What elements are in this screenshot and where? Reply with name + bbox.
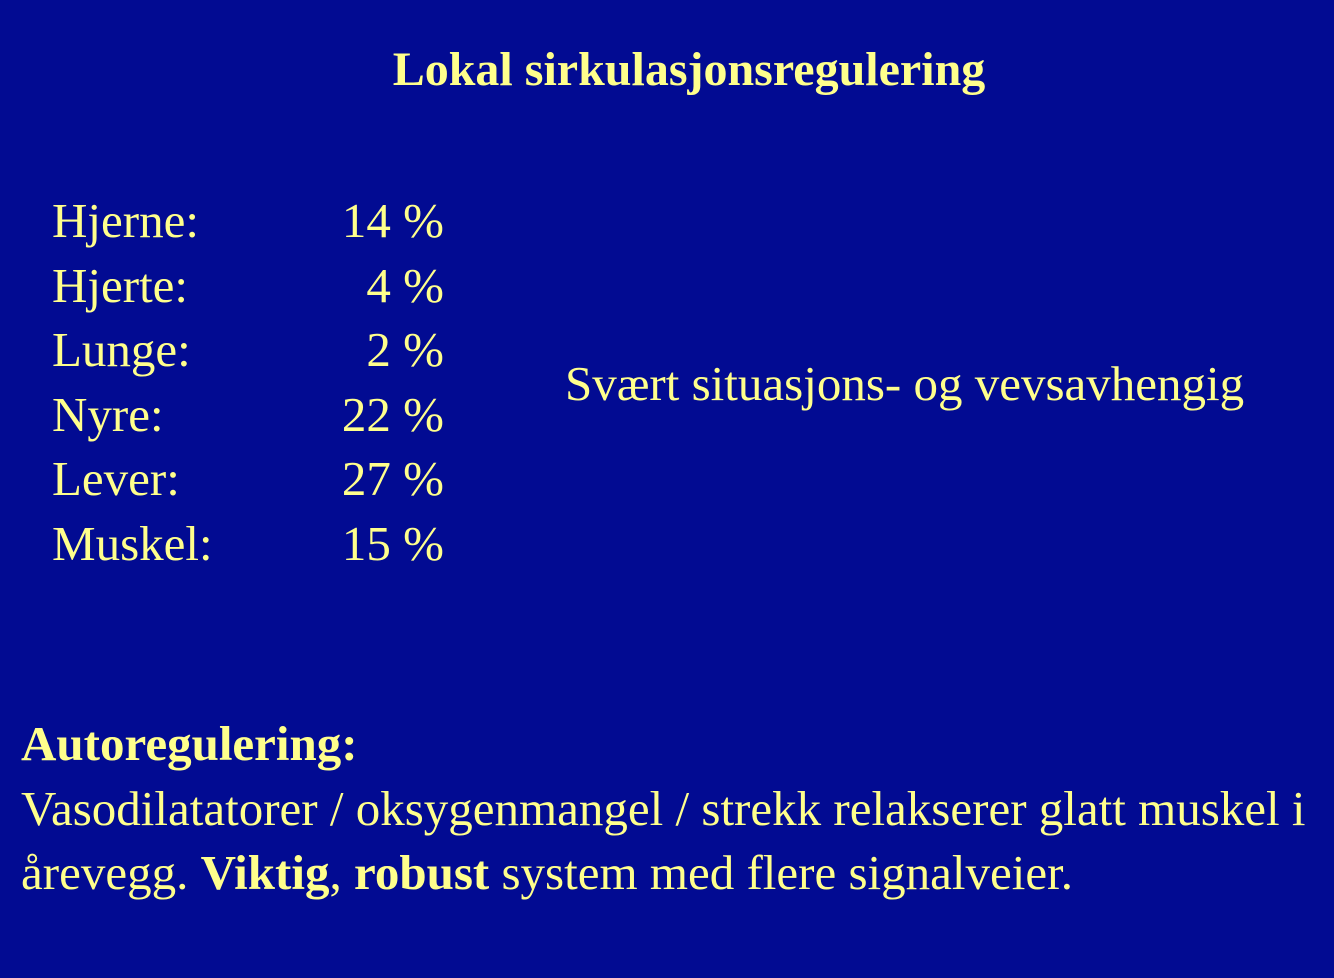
emphasis-robust: robust bbox=[353, 845, 490, 900]
organ-percent: 15 % bbox=[341, 515, 444, 571]
organ-label: Muskel: bbox=[52, 515, 213, 571]
organ-percent: 22 % bbox=[341, 386, 444, 442]
organ-percent: 2 % bbox=[366, 322, 444, 378]
emphasis-important: Viktig bbox=[200, 845, 330, 900]
organ-label: Hjerte: bbox=[52, 257, 189, 313]
organ-row-liver bbox=[52, 447, 444, 512]
situational-note: Svært situasjons- og vevsavhengig bbox=[565, 356, 1245, 411]
organ-label: Nyre: bbox=[52, 386, 164, 442]
autoregulation-heading: Autoregulering: bbox=[21, 716, 358, 771]
autoregulation-text-part2: system med flere signalveier. bbox=[489, 845, 1073, 900]
organ-row-brain bbox=[52, 189, 444, 254]
organ-percent: 27 % bbox=[341, 451, 444, 507]
autoregulation-text-part1: Vasodilatatorer / oksygenmangel / strekk relakserer glatt muskel i årevegg. bbox=[21, 780, 1306, 900]
organ-percent: 14 % bbox=[341, 193, 444, 248]
slide-title: Lokal sirkulasjonsregulering bbox=[392, 43, 986, 96]
organ-percent: 4 % bbox=[366, 257, 444, 313]
organ-label: Lunge: bbox=[52, 322, 191, 378]
organ-row-muscle bbox=[52, 512, 444, 577]
organ-row-lung bbox=[52, 318, 444, 383]
organ-row-kidney bbox=[52, 383, 444, 448]
autoregulation-text bbox=[21, 777, 1321, 906]
organ-distribution-table bbox=[52, 189, 444, 577]
organ-row-heart bbox=[52, 254, 444, 319]
autoregulation-separator: , bbox=[329, 845, 354, 900]
organ-label: Lever: bbox=[52, 451, 180, 507]
organ-label: Hjerne: bbox=[52, 193, 199, 248]
autoregulation-section bbox=[21, 712, 1321, 906]
